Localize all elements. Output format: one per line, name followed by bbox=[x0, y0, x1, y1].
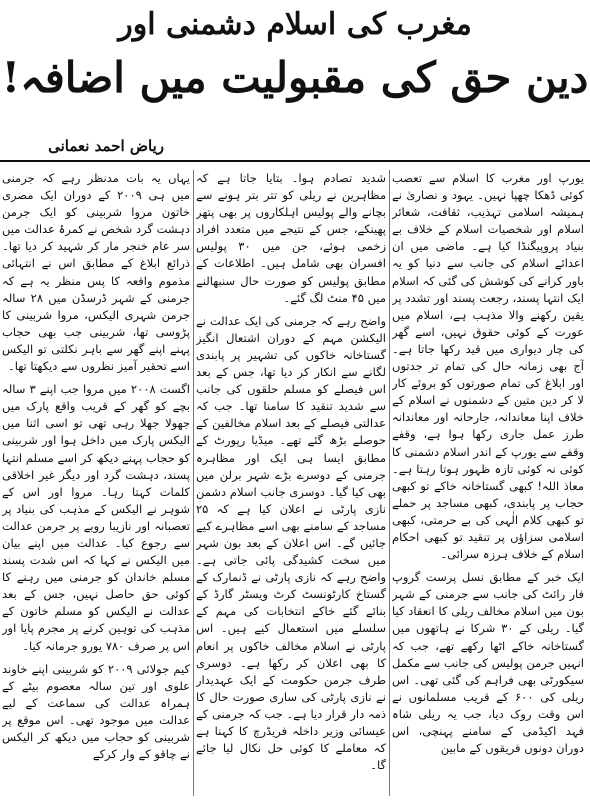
author-byline: ریاض احمد نعمانی bbox=[48, 137, 164, 155]
article-column-middle bbox=[196, 170, 386, 794]
paragraph: کیم جولائی ۲۰۰۹ کو شربینی اپنے خاوند علوی اور تین سالہ معصوم بیٹے کے ہمراہ عدالت کی سماعت کے لیے عدالت میں موجود تھی۔ اس موقع پر شربینی کو حجاب میں دیکھ کر الیکس نے چاقو کے وار کرکے bbox=[2, 661, 190, 762]
paragraph: شدید تصادم ہوا۔ بتایا جاتا ہے کہ مظاہرین نے ریلی کو تتر بتر ہونے سے بچانے والے پولیس اہلکاروں پر بھی پتھر پھینکے، جس کے نتیجے میں متعدد افراد زخمی ہوئے، جن میں ۳۰ پولیس افسران بھی شامل ہیں۔ اطلاعات کے مطابق پولیس کو صورت حال سنبھالنے میں ۴۵ منٹ لگ گئے۔ bbox=[196, 171, 386, 305]
column-divider bbox=[193, 170, 194, 796]
article-column-left bbox=[2, 170, 190, 794]
headline-line-2: دین حق کی مقبولیت میں اضافہ! bbox=[1, 53, 589, 102]
paragraph: یہاں یہ بات مدنظر رہے کہ جرمنی میں ہی ۲۰۰۹ کے دوران ایک مصری خاتون مروا شربینی کو ایک جرمن دہشت گرد شخص نے کمرۂ عدالت میں سر عام خنجر مار کر شہید کر دیا تھا۔ ذرائع ابلاغ کے مطابق اس نے انتہائی مذموم واقعہ کا پس منظر یہ ہے کہ جرمنی کے شہر ڈرسڈن میں ۲۸ سالہ جرمن شہری الیکس، مروا شربینی کا پڑوسی تھا، شربینی جب بھی حجاب پہنے اپنے گھر سے باہر نکلتی تو الیکس اسے تحقیر آمیز نظروں سے دیکھتا تھا۔ bbox=[2, 171, 190, 374]
column-divider bbox=[389, 170, 390, 796]
paragraph: اگست ۲۰۰۸ میں مروا جب اپنے ۳ سالہ بچے کو گھر کے قریب واقع پارک میں جھولا جھلا رہی تھی تو اسی اثنا میں الیکس پارک میں داخل ہوا اور شربینی کو حجاب پہنے دیکھ کر اسے مسلم انتہا پسند، دہشت گرد اور دیگر غیر اخلاقی کلمات کہتا رہا۔ مروا اور اس کے شوہر نے الیکس کے مذہب کی بنیاد پر تعصبانہ اور نازیبا رویے پر جرمن عدالت سے رجوع کیا۔ عدالت میں اپنے بیان میں الیکس نے کہا کہ اس شدت پسند مسلم خاندان کو جرمنی میں رہنے کا کوئی حق حاصل نہیں، جس کے بعد عدالت نے الیکس کو مسلم خاتون کے مذہب کی توہین کرنے پر مجرم پایا اور اس پر صرف ۷۸۰ یورو جرمانہ کیا۔ bbox=[2, 382, 190, 653]
article-column-right bbox=[392, 170, 584, 794]
byline-divider bbox=[0, 160, 590, 162]
paragraph: واضح رہے کہ جرمنی کی ایک عدالت نے الیکشن مہم کے دوران اشتعال انگیز گستاخانہ خاکوں کی تشہیر پر پابندی لگانے سے انکار کر دیا تھا، جس کے بعد اس فیصلے کو مسلم حلقوں کی جانب سے شدید تنقید کا سامنا تھا۔ جب کہ عدالتی فیصلے کے بعد اسلام مخالفین کے حوصلے بڑھ گئے تھے۔ میڈیا رپورٹ کے مطابق ایسا ہی ایک اور مظاہرہ جرمنی کے دوسرے بڑے شہر برلن میں بھی کیا گیا۔ دوسری جانب اسلام دشمن نازی پارٹی نے اعلان کیا ہے کہ ۲۵ مساجد کے سامنے بھی اسے مظاہرے کیے جائیں گے۔ اس اعلان کے بعد بون شہر میں سخت کشیدگی پائی جاتی ہے۔ واضح رہے کہ نازی پارٹی نے ڈنمارک کے گستاخ کارٹونسٹ کرٹ ویسٹر گارڈ کے بنائے گئے خاکے انتخابات کی مہم کے سلسلے میں استعمال کیے ہیں۔ اس پارٹی نے اسلام مخالف خاکوں پر انعام کا بھی اعلان کر رکھا ہے۔ دوسری طرف جرمن حکومت کے ایک عہدیدار نے نازی پارٹی کی ساری صورت حال کا ذمہ دار قرار دیا ہے۔ جب کہ جرمنی کے عیسائی وزیر داخلہ فریڈرچ کا کہنا ہے کہ معاملے کا کوئی حل نکال لیا جائے گا۔ bbox=[196, 313, 386, 773]
headline bbox=[0, 6, 590, 104]
paragraph: ایک خبر کے مطابق نسل پرست گروپ فار رائٹ کی جانب سے جرمنی کے شہر بون میں اسلام مخالف ریلی کا انعقاد کیا گیا۔ ریلی کے ۳۰ شرکا نے ہاتھوں میں گستاخانہ خاکے اٹھا رکھے تھے، جب کہ انہیں جرمن پولیس کی جانب سے مکمل سیکورٹی بھی فراہم کی گئی تھی۔ اس ریلی کی ۶۰۰ کے قریب مسلمانوں نے اس وقت روک دیا، جب یہ ریلی شاہ فہد اکیڈمی کے سامنے پہنچی، اس دوران دونوں فریقوں کے مابین bbox=[392, 570, 584, 756]
headline-line-1: مغرب کی اسلام دشمنی اور bbox=[118, 7, 472, 42]
paragraph: یورپ اور مغرب کا اسلام سے تعصب کوئی ڈھکا چھپا نہیں۔ یہود و نصاریٰ نے ہمیشہ اسلامی تہذیب، ثقافت، شعائر اسلام اور شخصیات اسلام کے خلاف بے بنیاد پروپیگنڈا کیا ہے۔ ماضی میں ان اعدائے اسلام کی جانب سے دنیا کو یہ باور کرانے کی کوشش کی گئی کہ اسلام ایک انتہا پسند، رجعت پسند اور تشدد پر یقین رکھنے والا مذہب ہے، اسلام میں عورت کے کوئی حقوق نہیں، اسے گھر کی چار دیواری میں قید رکھا جاتا ہے۔ آج بھی زمانہ حال کی تمام تر جدتوں اور ابلاغ کی تمام صورتوں کو بروئے کار لا کر دین متین کے دشمنوں نے اسلام کے خلاف اپنا معاندانہ، جارحانہ اور معاندانہ طرز عمل جاری رکھا ہوا ہے، وقفے وقفے سے یورپ کے اندر اسلام دشمنی کا کوئی نہ کوئی تازہ ظہور ہوتا رہتا ہے۔ معاذ اللہ! کبھی گستاخانہ خاکے تو کبھی حجاب پر پابندی، کبھی مساجد پر حملے تو کبھی کلام الٰہی کی بے حرمتی، کبھی اسلامی سزاؤں پر تنقید تو کبھی احکام اسلام کے خلاف ہرزہ سرائی۔ bbox=[392, 171, 584, 562]
